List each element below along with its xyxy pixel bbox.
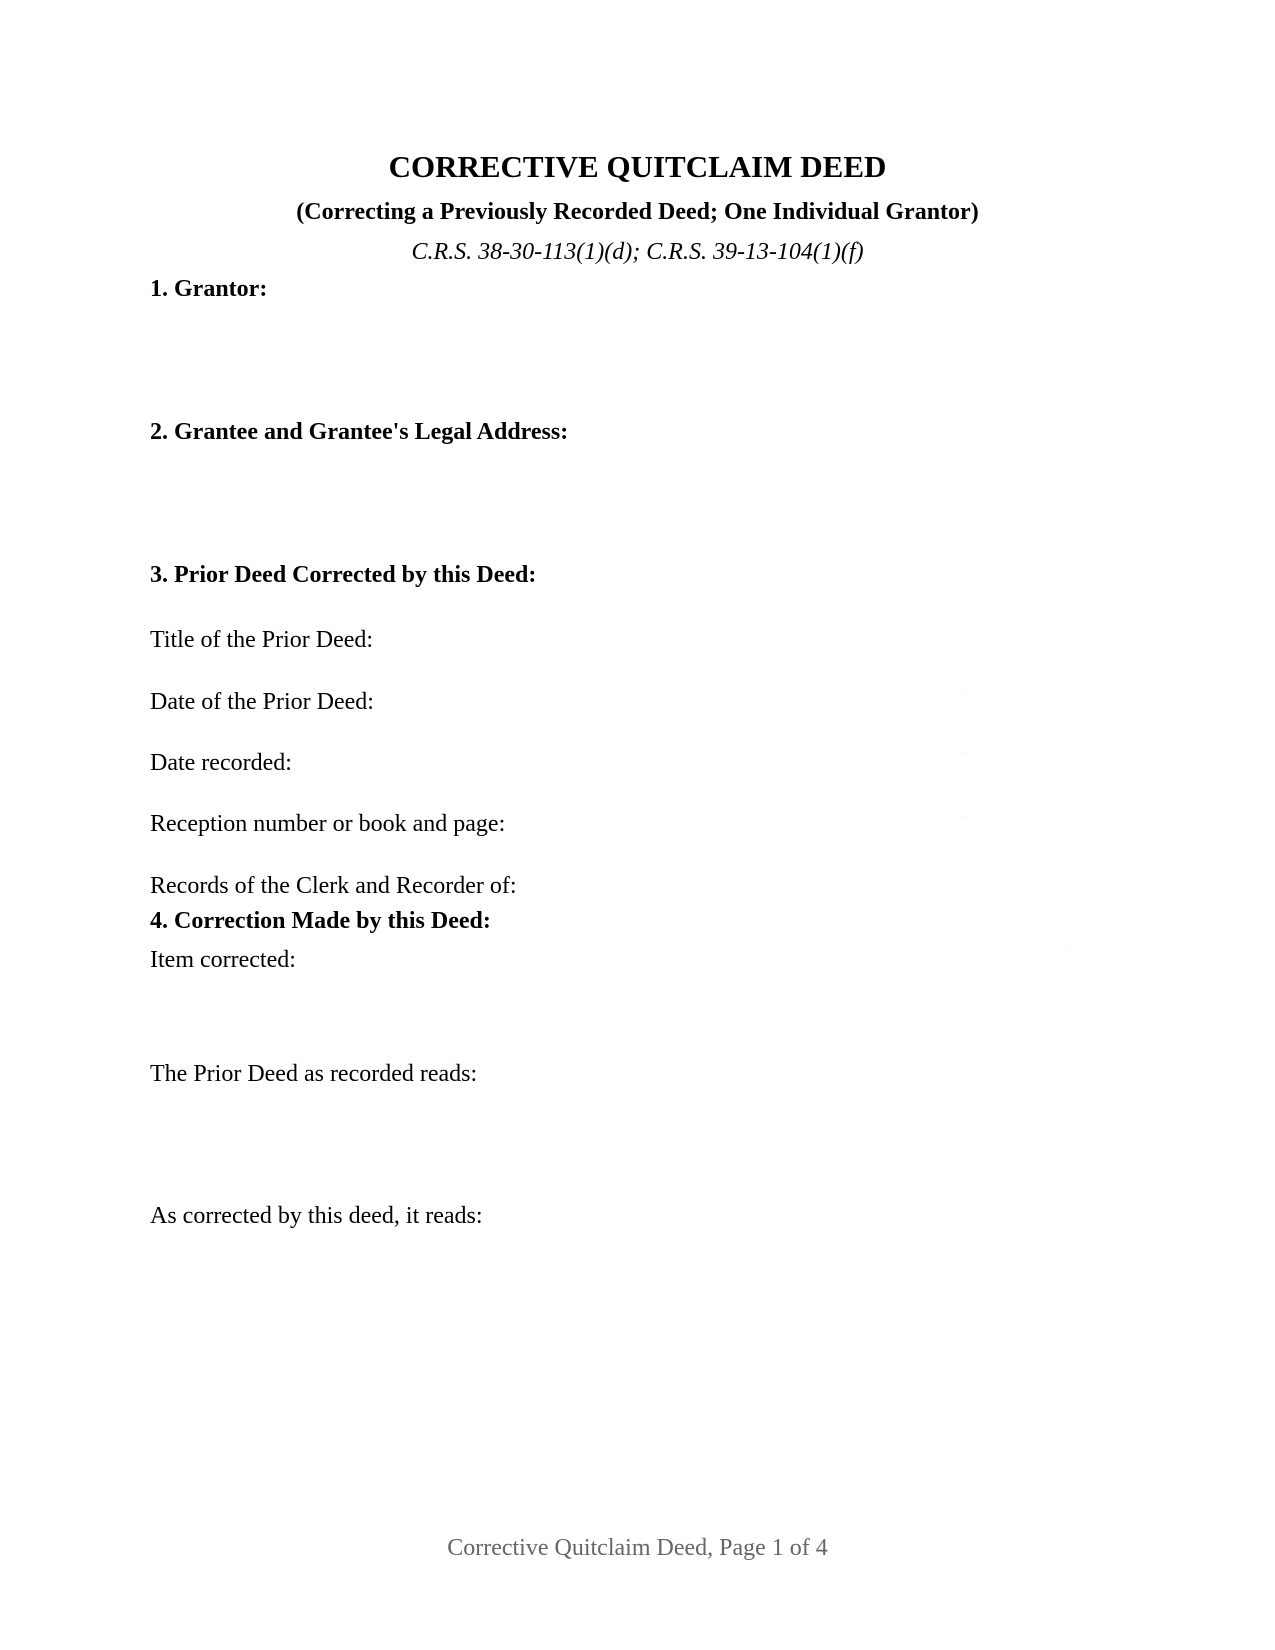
scan-speck [962, 816, 963, 817]
document-subtitle: (Correcting a Previously Recorded Deed; One Individual Grantor) [296, 199, 979, 225]
document-title: CORRECTIVE QUITCLAIM DEED [388, 149, 887, 184]
scan-speck [962, 752, 963, 753]
date-recorded-label: Date recorded: [150, 750, 292, 776]
clerk-recorder-label: Records of the Clerk and Recorder of: [150, 873, 517, 899]
prior-deed-title-label: Title of the Prior Deed: [150, 627, 374, 653]
prior-deed-heading: 3. Prior Deed Corrected by this Deed: [150, 562, 537, 588]
corrected-reads-label: As corrected by this deed, it reads: [150, 1203, 483, 1229]
prior-deed-reads-label: The Prior Deed as recorded reads: [150, 1061, 478, 1087]
scan-speck [962, 689, 963, 690]
grantee-heading: 2. Grantee and Grantee's Legal Address: [150, 419, 569, 445]
reception-number-label: Reception number or book and page: [150, 811, 506, 837]
correction-heading: 4. Correction Made by this Deed: [150, 908, 491, 934]
item-corrected-label: Item corrected: [150, 947, 296, 973]
scan-speck [1066, 947, 1067, 948]
grantor-heading: 1. Grantor: [150, 276, 268, 302]
statute-citation: C.R.S. 38-30-113(1)(d); C.R.S. 39-13-104(1)(f) [411, 239, 864, 265]
page-footer: Corrective Quitclaim Deed, Page 1 of 4 [447, 1535, 828, 1561]
prior-deed-date-label: Date of the Prior Deed: [150, 689, 374, 715]
